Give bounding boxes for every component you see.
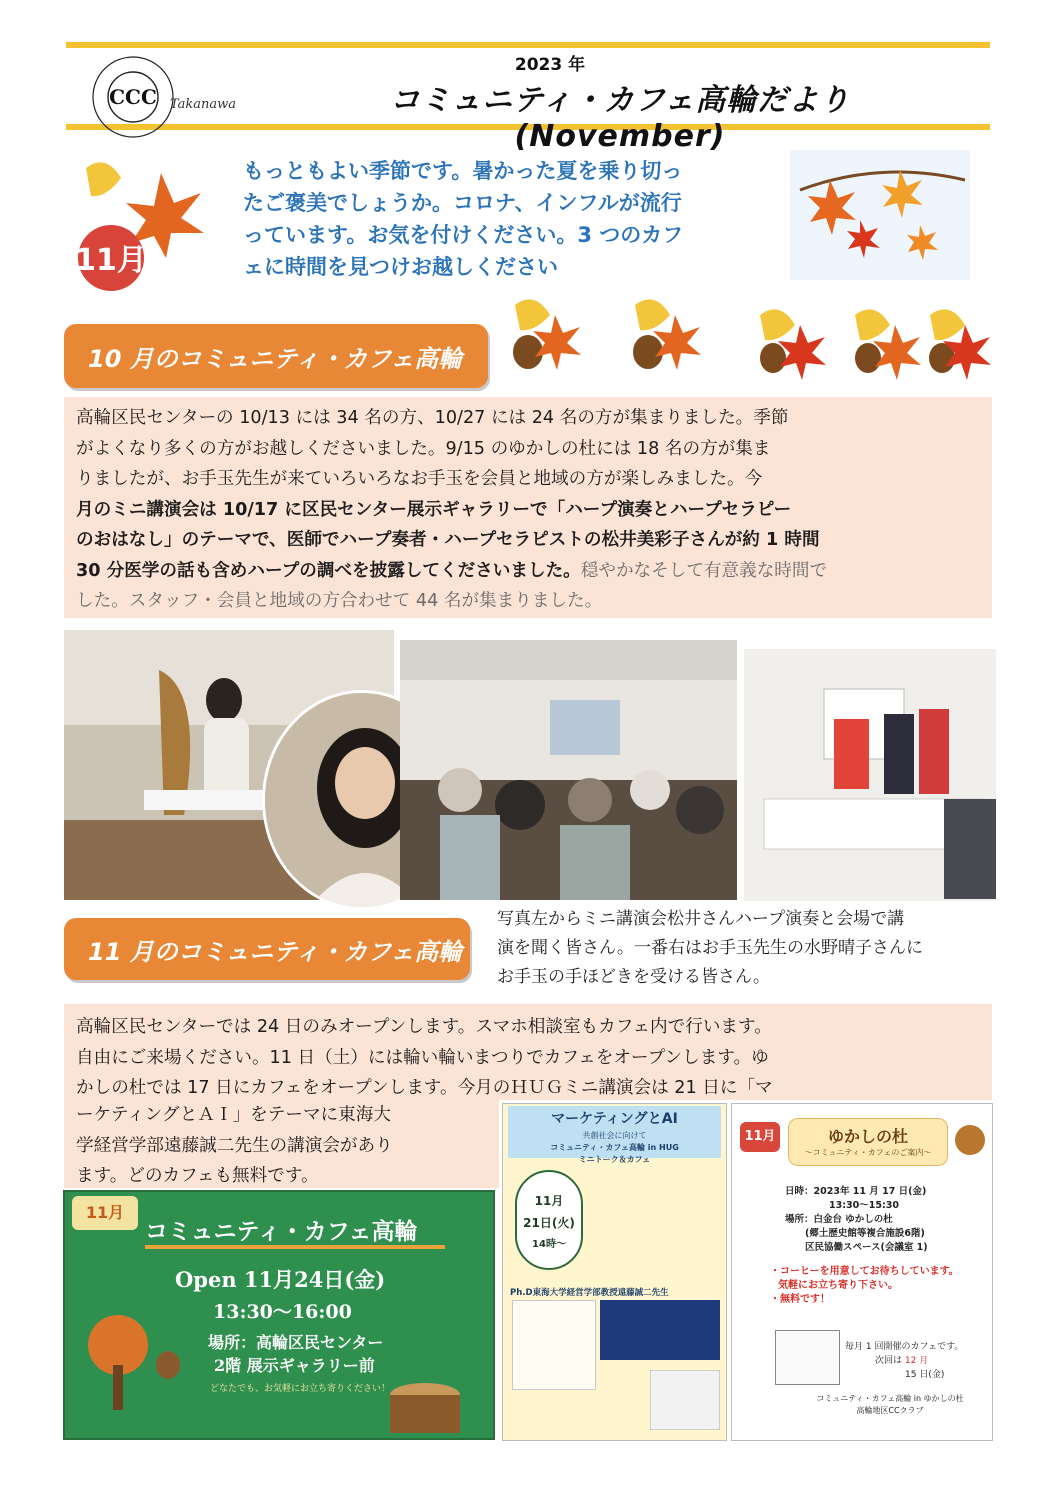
poster-month-badge	[72, 1196, 138, 1230]
november-badge-illustration	[66, 148, 216, 298]
poster-ai-day2: 21日(火)	[523, 1216, 575, 1230]
poster-yk-note: 気軽にお立ち寄り下さい。	[778, 1280, 898, 1291]
intro-text	[243, 155, 803, 283]
poster-ai-tech-image	[600, 1300, 720, 1360]
monkey-icon	[156, 1351, 180, 1379]
poster-yk-next-label: 次回は	[875, 1356, 903, 1366]
leaf-group-icon	[513, 299, 581, 370]
poster-yk-note: ・コーヒーを用意してお待ちしています。	[770, 1266, 959, 1277]
caption-line: お手玉の手ほどきを受ける皆さん。	[497, 967, 771, 987]
poster-yk-next-day: 15 日(金)	[905, 1370, 945, 1380]
logo-text: CCC	[109, 85, 157, 109]
report-line	[76, 556, 982, 587]
section-heading-november	[64, 918, 470, 980]
poster-yk-footer-line: 高輪地区CCクラブ	[856, 1406, 924, 1415]
poster-ai-sub-line: ミニトーク＆カフェ	[578, 1155, 651, 1164]
month-badge-text: 11月	[75, 243, 147, 278]
photo-caption	[497, 905, 997, 992]
leaf-group-icon	[929, 309, 991, 380]
plan-line: 自由にご来場ください。11 日（土）には輪い輪いまつりでカフェをオープンします。ゆ	[76, 1047, 769, 1068]
poster-yk-subtitle: ～コミュニティ・カフェのご案内～	[804, 1148, 932, 1157]
poster-yk-footer	[795, 1393, 985, 1417]
poster-yk-footer-line: コミュニティ・カフェ高輪 in ゆかしの杜	[816, 1394, 964, 1403]
poster-yk-title: ゆかしの杜	[827, 1127, 908, 1146]
poster-yk-next-text: 毎月 1 回開催のカフェです。	[845, 1342, 964, 1352]
poster-ai-day3: 14時～	[532, 1239, 566, 1250]
poster-ai-date-circle	[515, 1170, 583, 1270]
intro-line: たご褒美でしょうか。コロナ、インフルが流行	[243, 191, 682, 215]
poster-yk-date: 日時：2023年 11 月 17 日(金)	[785, 1186, 927, 1197]
autumn-leaves-illustration	[790, 150, 970, 280]
poster-floor: 2階 展示ギャラリー前	[214, 1356, 375, 1375]
poster-yk-note: ・無料です！	[770, 1294, 830, 1305]
ginkgo-leaf-icon	[86, 162, 121, 196]
poster-yk-next-month: 12 月	[904, 1356, 929, 1366]
header-rule-top	[66, 42, 990, 48]
stump-illustration	[385, 1380, 465, 1435]
november-plan-panel	[64, 1004, 992, 1100]
poster-yk-details	[785, 1185, 985, 1255]
photo-otedama-lesson	[744, 649, 996, 901]
report-line: のおはなし」のテーマで、医師でハープ奏者・ハープセラピストの松井美彩子さんが約 1 時間	[76, 530, 820, 550]
photo-lecture-audience	[400, 640, 737, 900]
section-heading-november-text: 11 月のコミュニティ・カフェ高輪	[88, 937, 463, 966]
poster-ai-day1: 11月	[534, 1194, 564, 1208]
poster-yk-badge	[740, 1122, 780, 1152]
poster-title: コミュニティ・カフェ高輪	[145, 1218, 418, 1245]
plan-line: ーケティングとＡＩ」をテーマに東海大	[76, 1105, 391, 1125]
poster-yk-place: 場所：白金台 ゆかしの杜	[785, 1214, 893, 1225]
logo-subtitle: Takanawa	[170, 97, 237, 112]
poster-yk-next-row	[845, 1354, 985, 1368]
poster-yk-next	[845, 1340, 985, 1382]
ccc-logo	[88, 52, 178, 142]
report-line: がよくなり多くの方がお越しくださいました。9/15 のゆかしの杜には 18 名の方が集ま	[76, 438, 771, 459]
report-line: りましたが、お手玉先生が来ていろいろなお手玉を会員と地域の方が楽しみました。今	[76, 469, 763, 489]
poster-note: どなたでも、お気軽にお立ち寄りください！	[210, 1384, 391, 1394]
leaf-group-icon	[760, 309, 826, 380]
poster-time: 13:30～16:00	[213, 1301, 352, 1323]
intro-line: っています。お気を付けください。3 つのカフ	[243, 223, 684, 247]
poster-ai-subtitle	[508, 1130, 721, 1166]
tree-stump-illustration	[78, 1310, 188, 1430]
report-line: 月のミニ講演会は 10/17 に区民センター展示ギャラリーで「ハープ演奏とハープセラピー	[76, 499, 792, 520]
section-heading-october-text: 10 月のコミュニティ・カフェ高輪	[88, 344, 463, 373]
poster-ai-title: マーケティングとAI	[551, 1111, 678, 1127]
october-report-panel	[64, 397, 992, 618]
plan-line: かしの杜では 17 日にカフェをオープンします。今月のＨＵＧミニ講演会は 21 日に「マ	[76, 1078, 773, 1098]
intro-line: ェに時間を見つけお越しください	[243, 255, 558, 279]
leaf-group-icon	[855, 309, 921, 380]
poster-ai-sub-line: 共創社会に向けて	[582, 1131, 647, 1140]
poster-ai-body	[512, 1300, 596, 1390]
poster-yk-map	[775, 1330, 840, 1385]
plan-line: 高輪区民センターでは 24 日のみオープンします。スマホ相談室もカフェ内で行います。	[76, 1017, 772, 1037]
report-text: 穏やかなそして有意義な時間で	[580, 560, 828, 581]
plan-line: ます。どのカフェも無料です。	[76, 1166, 319, 1186]
poster-place: 場所：高輪区民センター	[208, 1333, 384, 1352]
plan-line: 学経営学部遠藤誠二先生の講演会があり	[76, 1135, 393, 1156]
poster-yk-place2: (郷土歴史館等複合施設6階)	[805, 1228, 925, 1239]
leaf-border-illustration	[500, 290, 1000, 380]
poster-yk-notes	[770, 1265, 970, 1307]
november-plan-panel-continued	[64, 1100, 499, 1188]
newsletter-title: コミュニティ・カフェ高輪だより(November)	[389, 83, 851, 154]
poster-yk-time: 13:30～15:30	[829, 1200, 899, 1211]
report-line: 高輪区民センターの 10/13 には 34 名の方、10/27 には 24 名の方が集まりました。季節	[76, 408, 789, 428]
poster-month-badge-text: 11月	[85, 1203, 125, 1222]
poster-yk-badge-text: 11月	[744, 1129, 776, 1144]
caption-line: 写真左からミニ講演会松井さんハープ演奏と会場で講	[497, 909, 905, 929]
issue-year: 2023 年	[514, 55, 586, 75]
poster-ai-speaker: Ph.D東海大学経営学部教授遠藤誠二先生	[510, 1288, 669, 1298]
poster-yk-place3: 区民協働スペース(会議室 1)	[805, 1242, 928, 1253]
report-bold-text: 30 分医学の話も含めハープの調べを披露してくださいました。	[76, 560, 581, 581]
squirrel-icon	[955, 1125, 985, 1155]
poster-divider	[145, 1245, 445, 1249]
caption-line: 演を聞く皆さん。一番右はお手玉先生の水野晴子さんに	[497, 938, 924, 958]
intro-line: もっともよい季節です。暑かった夏を乗り切っ	[243, 159, 683, 183]
section-heading-october	[64, 324, 488, 388]
poster-open-date: Open 11月24日(金)	[175, 1267, 386, 1292]
report-line: した。スタッフ・会員と地域の方合わせて 44 名が集まりました。	[76, 591, 603, 611]
poster-ai-sub-line: コミュニティ・カフェ高輪 in HUG	[550, 1143, 679, 1152]
poster-ai-map	[650, 1370, 720, 1430]
leaf-group-icon	[633, 299, 701, 370]
